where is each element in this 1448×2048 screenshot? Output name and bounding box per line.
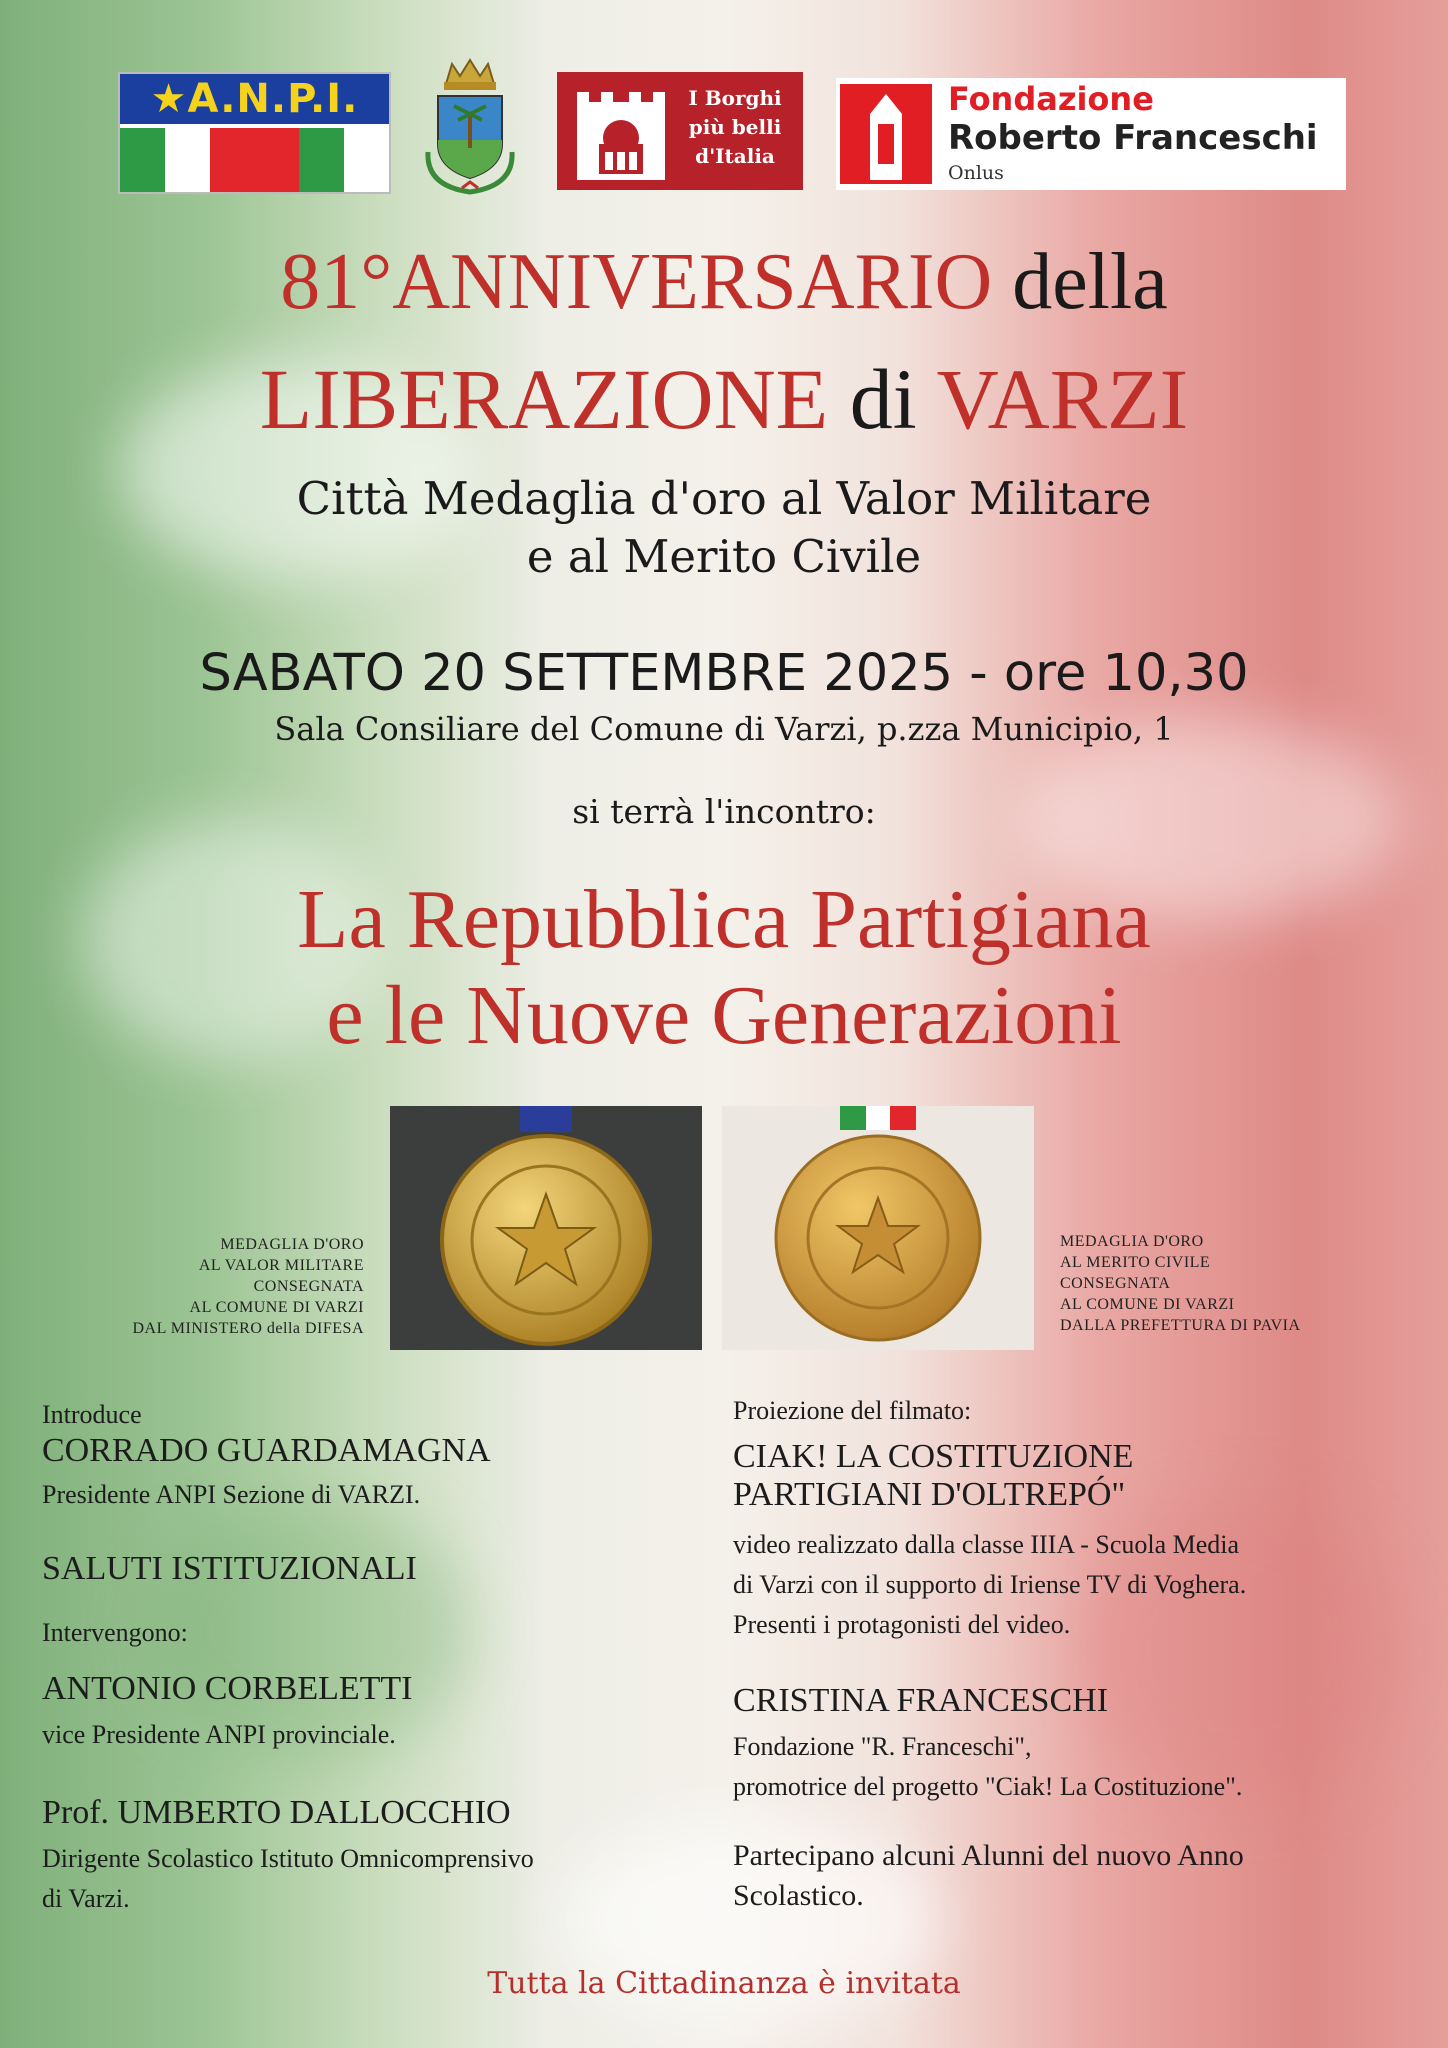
film-title-1: CIAK! LA COSTITUZIONE: [733, 1438, 1134, 1475]
event-venue: Sala Consiliare del Comune di Varzi, p.zza Municipio, 1: [274, 710, 1174, 748]
title-anniversario: 81°ANNIVERSARIO: [280, 238, 993, 326]
title-della: della: [992, 238, 1168, 326]
speaker3-role-1: Fondazione "R. Franceschi",: [733, 1732, 1032, 1761]
speaker1-role: vice Presidente ANPI provinciale.: [42, 1720, 396, 1749]
film-desc-2: di Varzi con il supporto di Iriense TV di Voghera.: [733, 1570, 1247, 1599]
event-headline: [0, 872, 1448, 1064]
caption-left-5: DAL MINISTERO della DIFESA: [132, 1320, 364, 1337]
borghi-line-2: più belli: [688, 115, 782, 139]
speaker3-name: CRISTINA FRANCESCHI: [733, 1682, 1109, 1719]
title-di: di: [828, 351, 937, 447]
borghi-line-1: I Borghi: [688, 86, 782, 110]
speaker1-name: ANTONIO CORBELETTI: [42, 1670, 413, 1707]
introduce-label: Introduce: [42, 1400, 142, 1429]
medal-merito-civile-photo: [722, 1106, 1034, 1350]
speaker2-name: Prof. UMBERTO DALLOCCHIO: [42, 1794, 511, 1831]
anpi-logo-text: ★A.N.P.I.: [120, 74, 389, 124]
caption-left-4: AL COMUNE DI VARZI: [189, 1299, 364, 1316]
subtitle: [0, 470, 1448, 586]
proiezione-label: Proiezione del filmato:: [733, 1396, 972, 1425]
fondazione-line-3: Onlus: [948, 162, 1004, 184]
castle-icon: [573, 82, 669, 180]
film-desc-3: Presenti i protagonisti del video.: [733, 1610, 1071, 1639]
medal-valor-militare-photo: [390, 1106, 702, 1350]
speaker2-role-2: di Varzi.: [42, 1884, 130, 1913]
fondazione-line-1: Fondazione: [948, 80, 1154, 118]
borghi-piu-belli-logo: [557, 72, 803, 190]
partecipano-1: Partecipano alcuni Alunni del nuovo Anno: [733, 1839, 1244, 1872]
caption-right-1: MEDAGLIA D'ORO: [1060, 1233, 1204, 1250]
introduce-name: CORRADO GUARDAMAGNA: [42, 1432, 491, 1469]
speaker2-role-1: Dirigente Scolastico Istituto Omnicomprensivo: [42, 1844, 534, 1873]
caption-right-2: AL MERITO CIVILE: [1060, 1254, 1211, 1271]
caption-right-5: DALLA PREFETTURA DI PAVIA: [1060, 1317, 1301, 1334]
medal-left-caption: [70, 1234, 364, 1339]
film-desc-1: video realizzato dalla classe IIIA - Scuola Media: [733, 1530, 1240, 1559]
anpi-flag-stripes: [120, 128, 389, 192]
title-liberazione: LIBERAZIONE: [259, 351, 829, 447]
anpi-logo: [118, 72, 391, 194]
footer-invitation: Tutta la Cittadinanza è invitata: [487, 1966, 961, 2001]
intervengono-label: Intervengono:: [42, 1618, 188, 1647]
subtitle-line-1: Città Medaglia d'oro al Valor Militare: [296, 472, 1152, 525]
saluti-heading: SALUTI ISTITUZIONALI: [42, 1550, 417, 1587]
caption-left-3: CONSEGNATA: [253, 1278, 364, 1295]
title-line-1: [0, 238, 1448, 326]
caption-left-2: AL VALOR MILITARE: [198, 1257, 364, 1274]
caption-left-1: MEDAGLIA D'ORO: [220, 1236, 364, 1253]
monument-icon: [840, 84, 932, 184]
partecipano-2: Scolastico.: [733, 1879, 864, 1912]
fondazione-franceschi-logo: [836, 78, 1346, 190]
headline-line-1: La Repubblica Partigiana: [297, 873, 1151, 966]
event-intro: si terrà l'incontro:: [572, 792, 876, 831]
caption-right-4: AL COMUNE DI VARZI: [1060, 1296, 1235, 1313]
caption-right-3: CONSEGNATA: [1060, 1275, 1171, 1292]
introduce-role: Presidente ANPI Sezione di VARZI.: [42, 1480, 421, 1509]
borghi-line-3: d'Italia: [695, 144, 775, 168]
subtitle-line-2: e al Merito Civile: [526, 530, 922, 583]
film-title-2: PARTIGIANI D'OLTREPÓ": [733, 1476, 1126, 1513]
fondazione-line-2: Roberto Franceschi: [948, 118, 1318, 158]
speaker3-role-2: promotrice del progetto "Ciak! La Costituzione".: [733, 1772, 1243, 1801]
title-line-2: [0, 351, 1448, 447]
municipal-crest-icon: [418, 56, 522, 196]
event-date: SABATO 20 SETTEMBRE 2025 - ore 10,30: [199, 644, 1249, 703]
title-varzi: VARZI: [936, 351, 1189, 447]
headline-line-2: e le Nuove Generazioni: [326, 969, 1122, 1062]
medal-right-caption: [1060, 1231, 1400, 1336]
